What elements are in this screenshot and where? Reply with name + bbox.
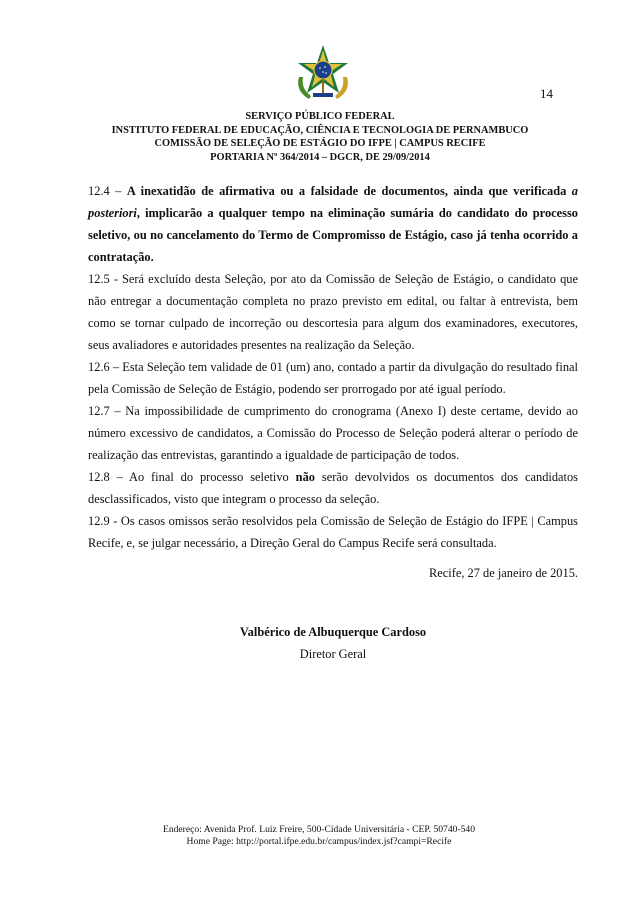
coat-of-arms-icon [293,43,353,103]
signature-block [88,621,578,665]
section-12-8-bold: não [295,470,315,484]
section-12-4-italic: a posteriori [88,184,578,220]
section-12-4-text-a: A inexatidão de afirmativa ou a falsidade de documentos, ainda que verificada [126,184,572,198]
footer-address: Endereço: Avenida Prof. Luiz Freire, 500-Cidade Universitária - CEP. 50740-540 [162,824,476,835]
section-12-8-text-a: 12.8 – Ao final do processo seletivo [88,470,296,484]
signatory-name: Valbérico de Albuquerque Cardoso [239,625,427,639]
section-12-8 [88,466,578,510]
header-line-1: SERVIÇO PÚBLICO FEDERAL [245,111,395,122]
section-12-7: 12.7 – Na impossibilidade de cumprimento do cronograma (Anexo I) deste certame, devido ao número excessivo de candidatos, a Comissão do Processo de Seleção poderá alterar o período de realização das entrevistas, garantindo a igualdade de participação de todos. [88,404,578,462]
section-12-8-text-b: serão devolvidos os documentos dos candidatos desclassificados, visto que integram o processo da seleção. [88,470,579,506]
header-line-3: COMISSÃO DE SELEÇÃO DE ESTÁGIO DO IFPE | CAMPUS RECIFE [154,138,486,149]
document-header [60,110,580,164]
signatory-title: Diretor Geral [299,647,367,661]
section-12-4-text-b: , implicarão a qualquer tempo na eliminação sumária do candidato do processo seletivo, ou no cancelamento do Termo de Compromisso de Estágio, caso já tenha ocorrido a contratação. [88,206,578,264]
footer-homepage: Home Page: http://portal.ifpe.edu.br/campus/index.jsf?campi=Recife [186,836,452,847]
document-date: Recife, 27 de janeiro de 2015. [429,566,578,580]
section-12-4 [88,180,578,268]
header-line-2: INSTITUTO FEDERAL DE EDUCAÇÃO, CIÊNCIA E TECNOLOGIA DE PERNAMBUCO [111,124,529,136]
document-footer [88,824,550,848]
section-12-4-number: 12.4 – [88,184,127,198]
section-12-5: 12.5 - Será excluído desta Seleção, por ato da Comissão de Seleção de Estágio, o candidato que não entregar a documentação completa no prazo previsto em edital, ou faltar à entrevista, bem como se tornar culpado de incorreção ou descortesia para algum dos examinadores, executores, seus avaliadores e autoridades presentes na realização da Seleção. [88,272,578,352]
section-12-9: 12.9 - Os casos omissos serão resolvidos pela Comissão de Seleção de Estágio do IFPE | Campus Recife, e, se julgar necessário, a Direção Geral do Campus Recife será consultada. [88,514,578,550]
page-number: 14 [540,86,553,101]
header-line-4: PORTARIA Nº 364/2014 – DGCR, DE 29/09/2014 [210,151,430,163]
section-12-6: 12.6 – Esta Seleção tem validade de 01 (um) ano, contado a partir da divulgação do resultado final pela Comissão de Seleção de Estágio, podendo ser prorrogado por até igual período. [88,360,578,396]
document-body [88,180,578,554]
